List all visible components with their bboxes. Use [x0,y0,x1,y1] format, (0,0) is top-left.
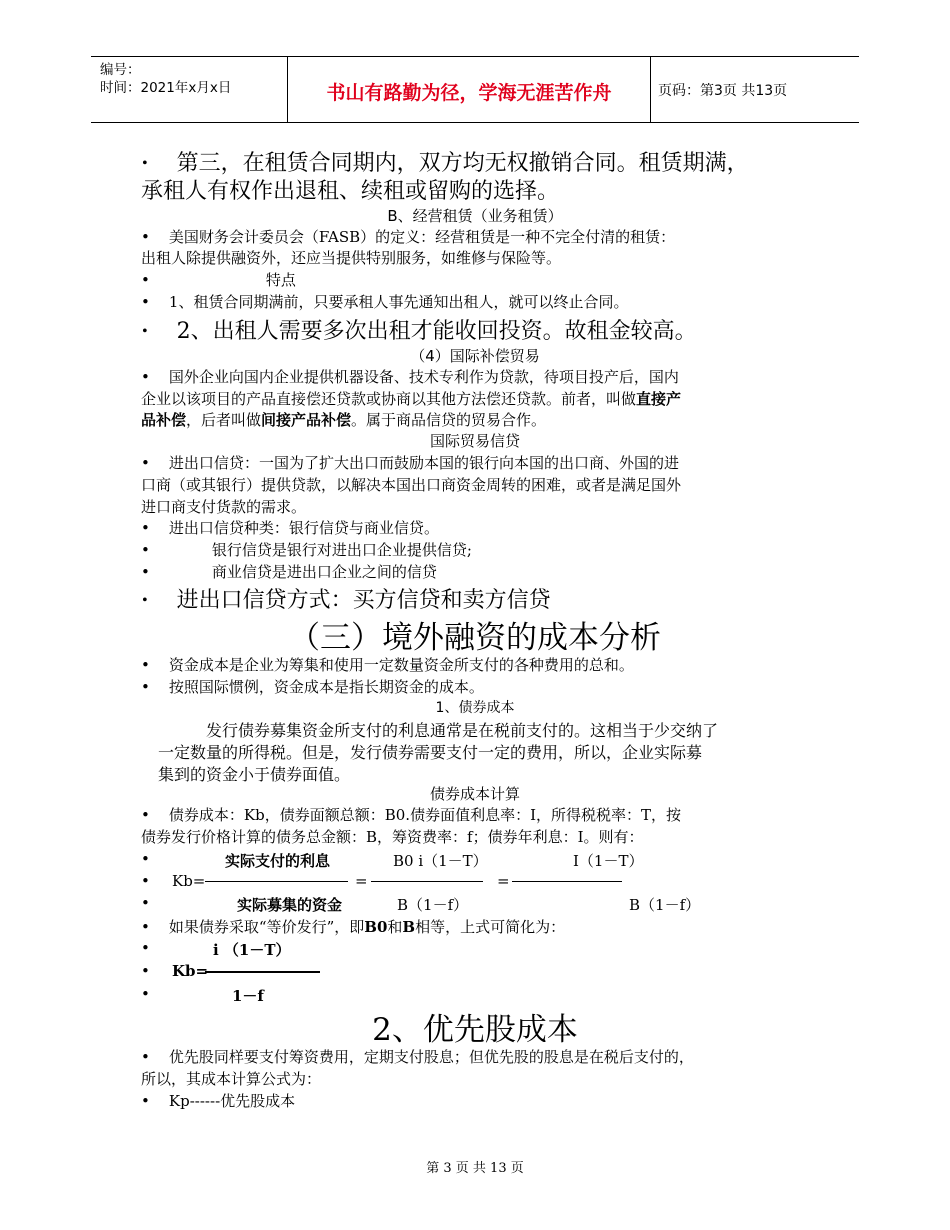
feature-item: 2、出租人需要多次出租才能收回投资。故租金较高。 [176,319,697,344]
commercial-credit: 商业信贷是进出口企业之间的信贷 [211,563,437,581]
formula-b1f: B（1－f） [397,896,469,914]
formula-actual-interest: 实际支付的利息 [225,852,331,870]
compensation-text-part: 。属于商品信贷的贸易合作。 [351,411,547,429]
fraction-bar [205,881,348,882]
compensation-text: 国外企业向国内企业提供机器设备、技术专利作为贷款，待项目投产后，国内 [168,368,679,386]
time-label: 时间：2021年x月x日 [100,80,232,96]
bond-paragraph: 一定数量的所得税。但是，发行债券需要支付一定的费用，所以，企业实际募 [158,743,703,762]
fasb-definition: 美国财务会计委员会（FASB）的定义：经营租赁是一种不完全付清的租赁： [168,228,676,246]
preferred-stock-text-cont: 所以，其成本计算公式为： [141,1070,322,1088]
simplified-denominator: 1－f [232,987,264,1005]
formula-b1f: B（1－f） [629,896,701,914]
bond-paragraph: 发行债券募集资金所支付的利息通常是在税前支付的。这相当于少交纳了 [206,721,719,740]
indirect-compensation-term: 间接产品补偿 [261,411,352,429]
bullet-line: • [141,985,150,1003]
bullet-line: • 银行信贷是银行对进出口企业提供信贷; [141,541,472,559]
header-meta [100,61,231,97]
formula-kb-lhs: Kb= [172,872,206,890]
features-label: 特点 [265,271,296,289]
header-divider [650,57,651,122]
lease-third-point-cont: 承租人有权作出退租、续租或留购的选择。 [141,179,560,204]
page-footer: 第 3 页 共 13 页 [426,1161,524,1176]
formula-i1t: I（1－T） [573,852,644,870]
compensation-text-part: 企业以该项目的产品直接偿还贷款或协商以其他方法偿还贷款。前者，叫做 [141,390,637,408]
trade-credit-title: 国际贸易信贷 [429,432,520,450]
bullet-line: • 商业信贷是进出口企业之间的信贷 [141,563,437,581]
credit-types: 进出口信贷种类：银行信贷与商业信贷 [168,519,424,537]
fraction-bar [205,971,320,973]
bullet-line: • Kp------优先股成本 [141,1092,296,1110]
parity-and: 和 [387,918,403,936]
bullet-line: • [141,850,150,868]
fasb-definition-cont: 出租人除提供融资外，还应当提供特别服务，如维修与保险等。 [141,249,562,267]
bullet-line: • 债券成本：Kb，债券面额总额：B0.债券面值利息率：I，所得税税率：T，按 [141,806,681,824]
credit-types-end: 。 [423,519,439,537]
simplified-lhs: Kb= [172,962,209,980]
compensation-text-part: ，后者叫做 [186,411,262,429]
formula-b0i: B0 i（1－T） [393,852,488,870]
credit-definition-cont: 口商（或其银行）提供贷款，以解决本国出口商资金周转的困难，或者是满足国外 [141,476,682,494]
bullet-line: • 优先股同样要支付筹资费用，定期支付股息；但优先股的股息是在税后支付的， [141,1048,694,1066]
bond-paragraph: 集到的资金小于债券面值。 [158,765,351,784]
compensation-trade-title: （4）国际补偿贸易 [410,347,540,365]
feature-item: 1、租赁合同期满前，只要承租人事先通知出租人，就可以终止合同。 [168,293,629,311]
bullet-line: • [141,962,150,980]
cost-definition: 按照国际惯例，资金成本是指长期资金的成本。 [168,678,484,696]
bullet-line: • 第三，在租赁合同期内，双方均无权撤销合同。租赁期满， [141,151,749,176]
fraction-bar [512,881,622,882]
formula-actual-raised: 实际募集的资金 [237,896,343,914]
bullet-line: • [141,872,150,890]
bullet-line: • 进出口信贷方式：买方信贷和卖方信贷 [141,588,551,613]
parity-b: B [402,918,416,936]
lease-third-point: 第三，在租赁合同期内，双方均无权撤销合同。租赁期满， [176,151,749,176]
preferred-stock-title: 2、优先股成本 [372,1012,578,1048]
bond-calc-title: 债券成本计算 [429,785,520,803]
bullet-line: • 美国财务会计委员会（FASB）的定义：经营租赁是一种不完全付清的租赁： [141,228,676,246]
compensation-text-cont [141,409,546,430]
page-header [91,56,859,123]
bullet-line: • 进出口信贷：一国为了扩大出口而鼓励本国的银行向本国的出口商、外国的进 [141,454,679,472]
number-label: 编号： [100,62,141,78]
bullet-line: • [141,939,150,957]
formula-equals: = [355,872,368,890]
bullet-line: • 按照国际惯例，资金成本是指长期资金的成本。 [141,678,484,696]
header-page-info: 页码：第3页 共13页 [658,83,788,99]
parity-text-end: 相等，上式可简化为： [415,918,566,936]
bullet-line: • 1、租赁合同期满前，只要承租人事先通知出租人，就可以终止合同。 [141,293,629,311]
bond-variables: 债券成本：Kb，债券面额总额：B0.债券面值利息率：I，所得税税率：T，按 [168,806,681,824]
preferred-stock-kp: Kp------优先股成本 [168,1092,296,1110]
direct-compensation-term: 直接产 [636,390,682,408]
bullet-line: • [141,894,150,912]
preferred-stock-text: 优先股同样要支付筹资费用，定期支付股息；但优先股的股息是在税后支付的， [168,1048,694,1066]
compensation-text-cont [141,388,681,409]
bullet-line: • 进出口信贷种类：银行信贷与商业信贷。 [141,519,439,537]
bond-cost-title: 1、债券成本 [435,700,515,716]
bullet-line: • 资金成本是企业为筹集和使用一定数量资金所支付的各种费用的总和。 [141,656,634,674]
header-motto: 书山有路勤为径，学海无涯苦作舟 [326,82,612,104]
parity-text: 如果债券采取“等价发行”，即 [168,918,365,936]
simplified-numerator: i （1－T） [213,941,291,959]
bank-credit: 银行信贷是银行对进出口企业提供信贷; [211,541,472,559]
cost-definition: 资金成本是企业为筹集和使用一定数量资金所支付的各种费用的总和。 [168,656,634,674]
bond-variables-cont: 债券发行价格计算的债务总金额：B，筹资费率：f；债券年利息：I。则有： [141,828,644,846]
credit-definition-cont: 进口商支付货款的需求。 [141,498,307,516]
credit-definition-label: 进出口信贷 [168,454,244,472]
parity-b0: B0 [364,918,388,936]
formula-equals: = [497,872,510,890]
fraction-bar [371,881,483,882]
bullet-line: • 2、出租人需要多次出租才能收回投资。故租金较高。 [141,319,697,344]
credit-definition: ：一国为了扩大出口而鼓励本国的银行向本国的出口商、外国的进 [243,454,679,472]
credit-methods: 进出口信贷方式：买方信贷和卖方信贷 [176,588,551,613]
bullet-line: • 国外企业向国内企业提供机器设备、技术专利作为贷款，待项目投产后，国内 [141,368,679,386]
direct-compensation-term: 品补偿 [141,411,187,429]
operating-lease-title: B、经营租赁（业务租赁） [387,207,563,225]
bullet-line: • 特点 [141,271,296,289]
bullet-line: • 如果债券采取“等价发行”，即B0和B相等，上式可简化为： [141,918,566,936]
section-title: （三）境外融资的成本分析 [289,620,661,656]
